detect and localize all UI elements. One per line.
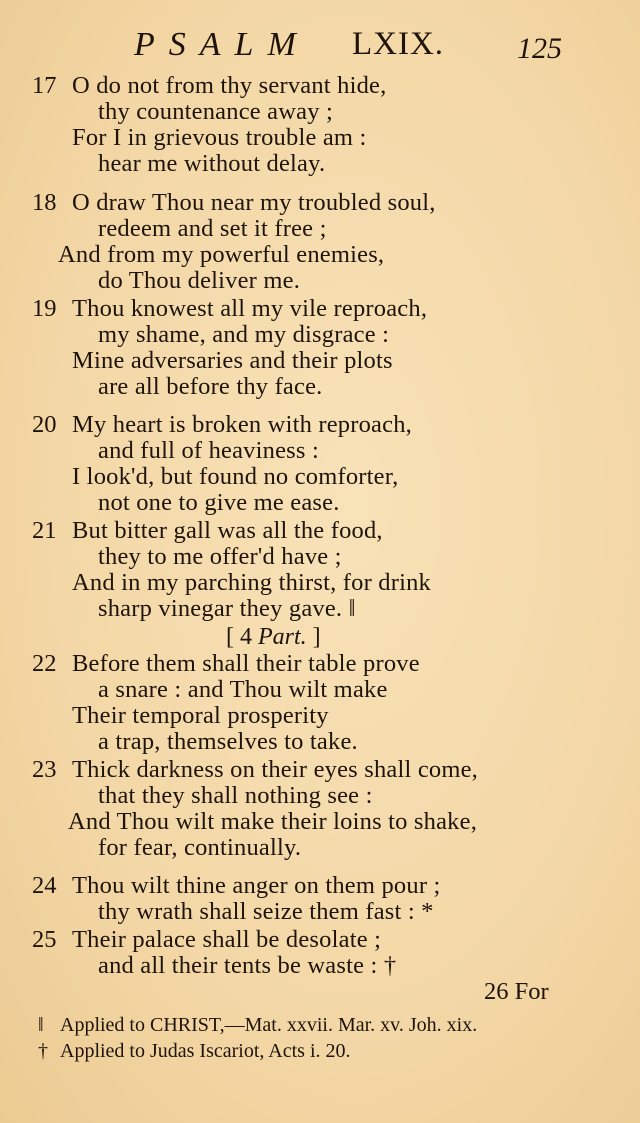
verse-line: do Thou deliver me.: [98, 267, 301, 294]
footnote-mark: †: [38, 1040, 48, 1062]
verse-number: 17: [32, 72, 57, 99]
verse-line: hear me without delay.: [98, 150, 326, 177]
verse-line: a trap, themselves to take.: [98, 728, 358, 755]
verse-line: Thou wilt thine anger on them pour ;: [72, 872, 441, 899]
header-title: PSALM: [134, 26, 310, 63]
part-number: 4: [240, 624, 252, 650]
verse-line: Thou knowest all my vile reproach,: [72, 295, 428, 322]
verse-number: 20: [32, 411, 57, 438]
footnote-mark: ‖: [38, 1014, 44, 1036]
part-bracket-open: [: [226, 624, 234, 650]
verse-line: Their palace shall be desolate ;: [72, 926, 382, 953]
footnote-text: Applied to Judas Iscariot, Acts i. 20.: [60, 1040, 351, 1062]
verse-line: But bitter gall was all the food,: [72, 517, 383, 544]
part-label: Part.: [258, 624, 307, 650]
verse-number: 24: [32, 872, 57, 899]
page-number: 125: [517, 32, 562, 65]
verse-line: Mine adversaries and their plots: [72, 347, 393, 374]
verse-number: 19: [32, 295, 57, 322]
verse-line: And from my powerful enemies,: [58, 241, 385, 268]
verse-line: that they shall nothing see :: [98, 782, 373, 809]
verse-line: And Thou wilt make their loins to shake,: [68, 808, 478, 835]
verse-number: 22: [32, 650, 57, 677]
footnote: [38, 1038, 351, 1064]
part-heading: [226, 623, 321, 651]
verse-line: my shame, and my disgrace :: [98, 321, 390, 348]
verse-number: 18: [32, 189, 57, 216]
psalm-number: LXIX.: [352, 26, 445, 62]
verse-line: sharp vinegar they gave. ‖: [98, 595, 356, 622]
footnote-text: Applied to CHRIST,—Mat. xxvii. Mar. xv. Joh. xix.: [60, 1014, 478, 1036]
verse-number: 23: [32, 756, 57, 783]
verse-line: I look'd, but found no comforter,: [72, 463, 399, 490]
verse-line: they to me offer'd have ;: [98, 543, 342, 570]
verse-line: redeem and set it free ;: [98, 215, 327, 242]
catchword: 26 For: [484, 978, 549, 1005]
verse-line: and all their tents be waste : †: [98, 952, 397, 979]
verse-line: And in my parching thirst, for drink: [72, 569, 431, 596]
verse-line: O do not from thy servant hide,: [72, 72, 387, 99]
verse-line: not one to give me ease.: [98, 489, 340, 516]
verse-number: 25: [32, 926, 57, 953]
verse-line: for fear, continually.: [98, 834, 302, 861]
verse-line: are all before thy face.: [98, 373, 323, 400]
verse-line: and full of heaviness :: [98, 437, 319, 464]
verse-line: Thick darkness on their eyes shall come,: [72, 756, 479, 783]
part-bracket-close: ]: [312, 624, 321, 650]
verse-line: For I in grievous trouble am :: [72, 124, 367, 151]
verse-line: O draw Thou near my troubled soul,: [72, 189, 436, 216]
verse-line: thy wrath shall seize them fast : *: [98, 898, 434, 925]
verse-line: Their temporal prosperity: [72, 702, 329, 729]
verse-number: 21: [32, 517, 57, 544]
verse-line: My heart is broken with reproach,: [72, 411, 412, 438]
verse-line: thy countenance away ;: [98, 98, 334, 125]
verse-line: a snare : and Thou wilt make: [98, 676, 388, 703]
footnote-rule: [36, 1008, 564, 1009]
footnote: [38, 1012, 477, 1038]
verse-line: Before them shall their table prove: [72, 650, 420, 677]
